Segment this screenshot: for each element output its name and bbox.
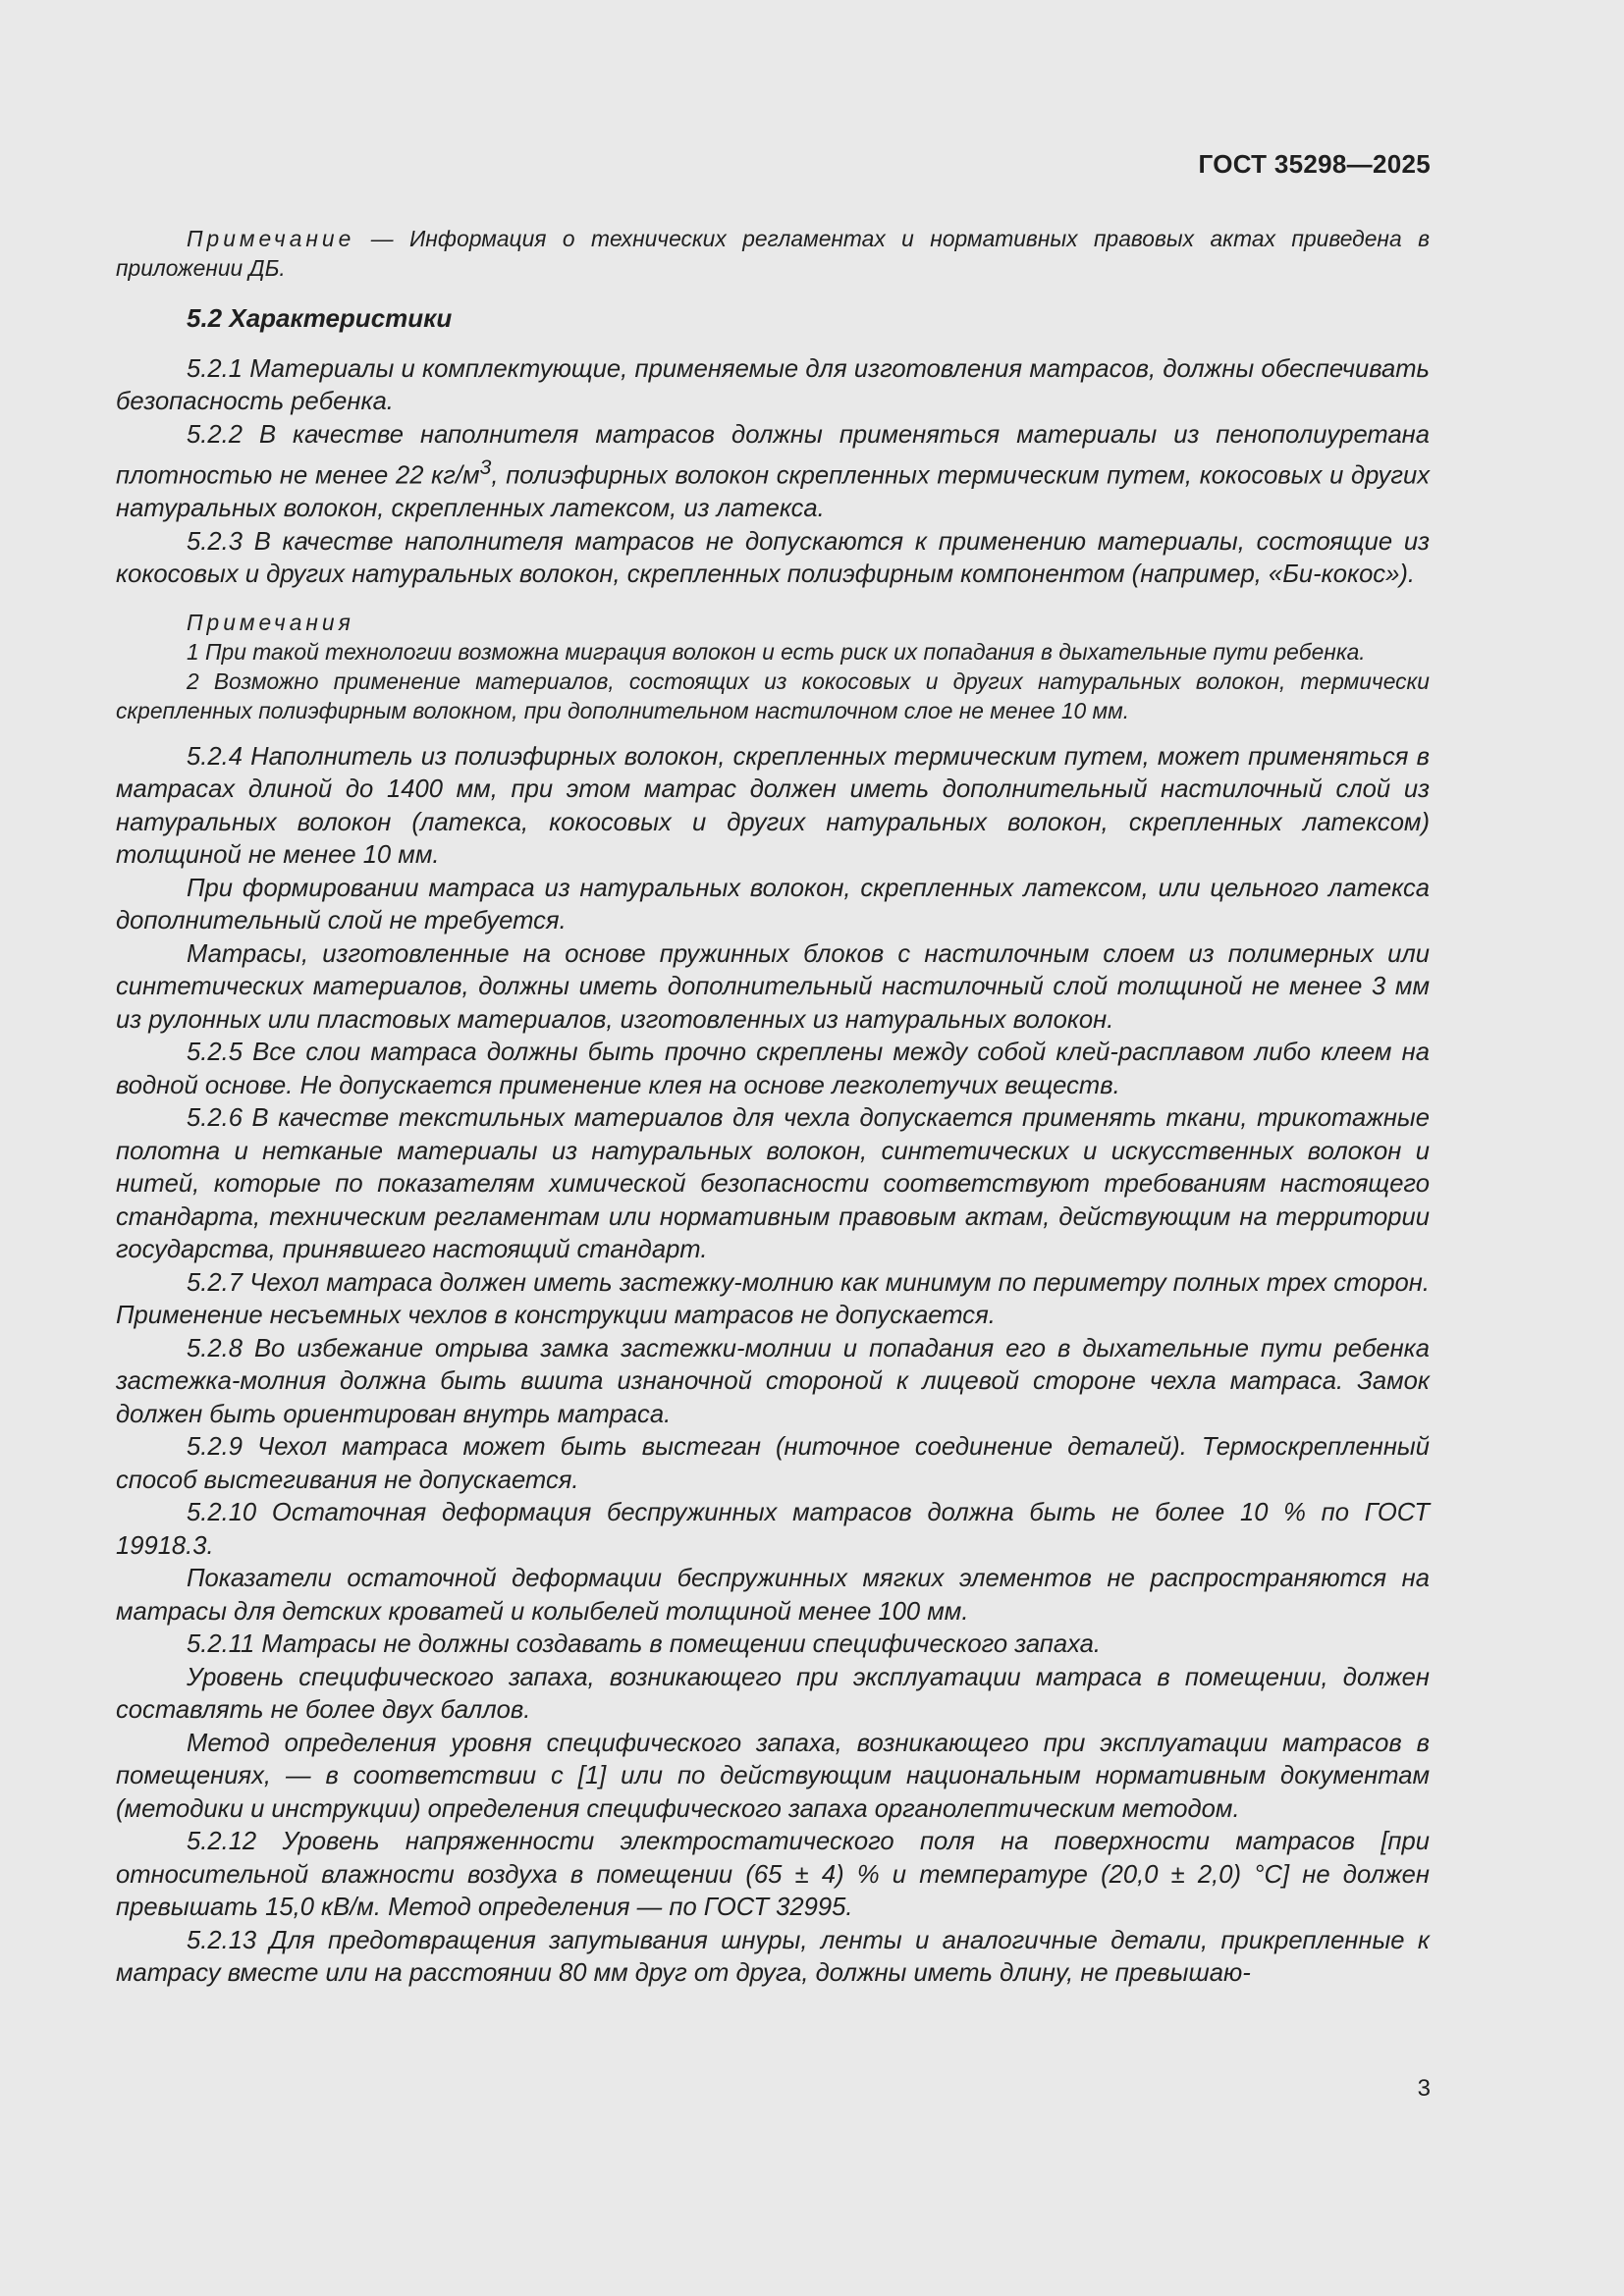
paragraph-5-2-11-b: Уровень специфического запаха, возникающего при эксплуатации матраса в помещении, должен составлять не более двух баллов. bbox=[116, 1663, 1430, 1725]
paragraph-5-2-10: 5.2.10 Остаточная деформация беспружинных матрасов должна быть не более 10 % по ГОСТ 19918.3. bbox=[116, 1499, 1430, 1560]
paragraph-5-2-6: 5.2.6 В качестве текстильных материалов для чехла допускается применять ткани, трикотажные полотна и нетканые материалы из натуральных волокон, синтетических и искусственных волокон и нитей, которые по показателям химической безопасности соответствуют требованиям настоящего стандарта, техническим регламентам или нормативным правовым актам, действующим на территории государства, принявшего настоящий стандарт. bbox=[116, 1104, 1430, 1264]
paragraph-5-2-1: 5.2.1 Материалы и комплектующие, применяемые для изготовления матрасов, должны обеспечивать безопасность ребенка. bbox=[116, 354, 1430, 415]
note-text: — Информация о технических регламентах и нормативных правовых актах приведена в приложении ДБ. bbox=[116, 226, 1430, 281]
paragraph-5-2-11: 5.2.11 Матрасы не должны создавать в помещении специфического запаха. bbox=[187, 1630, 1101, 1659]
paragraph-5-2-5: 5.2.5 Все слои матраса должны быть прочно скреплены между собой клей-расплавом либо клеем на водной основе. Не допускается применение клея на основе легколетучих веществ. bbox=[116, 1039, 1430, 1099]
document-header-code: ГОСТ 35298—2025 bbox=[1198, 149, 1431, 179]
paragraph-5-2-4-b: При формировании матраса из натуральных волокон, скрепленных латексом, или цельного латекса дополнительный слой не требуется. bbox=[116, 874, 1430, 935]
paragraph-5-2-11-c: Метод определения уровня специфического запаха, возникающего при эксплуатации матрасов в помещениях, — в соответствии с [1] или по действующим национальным нормативным документам (методики и инструкции) определения специфического запаха органолептическим методом. bbox=[116, 1729, 1430, 1823]
paragraph-5-2-2-text: 5.2.2 В качестве наполнителя матрасов должны применяться материалы из пенополиуретана плотностью не менее 22 кг/м bbox=[116, 420, 1430, 490]
paragraph-5-2-8: 5.2.8 Во избежание отрыва замка застежки-молнии и попадания его в дыхательные пути ребенка застежка-молния должна быть вшита изнаночной стороной к лицевой стороне чехла матраса. Замок должен быть ориентирован внутрь матраса. bbox=[116, 1334, 1430, 1428]
section-heading: 5.2 Характеристики bbox=[187, 303, 453, 333]
note-information bbox=[116, 224, 1430, 283]
paragraph-5-2-4-c: Матрасы, изготовленные на основе пружинных блоков с настилочным слоем из полимерных или синтетических материалов, должны иметь дополнительный настилочный слой толщиной не менее 3 мм из рулонных или пластовых материалов, изготовленных из натуральных волокон. bbox=[116, 939, 1430, 1034]
paragraph-5-2-2-text-end: , полиэфирных волокон скрепленных термическим путем, кокосовых и других натуральных волокон, скрепленных латексом, из латекса. bbox=[116, 461, 1430, 523]
page-number: 3 bbox=[1417, 2075, 1431, 2102]
note-label: Примечание bbox=[187, 226, 355, 251]
document-body bbox=[116, 224, 1430, 1991]
paragraph-5-2-3: 5.2.3 В качестве наполнителя матрасов не допускаются к применению материалы, состоящие из кокосовых и других натуральных волокон, скрепленных полиэфирным компонентом (например, «Би-кокос»). bbox=[116, 527, 1430, 589]
paragraph-5-2-12: 5.2.12 Уровень напряженности электростатического поля на поверхности матрасов [при относительной влажности воздуха в помещении (65 ± 4) % и температуре (20,0 ± 2,0) °С] не должен превышать 15,0 кВ/м. Метод определения — по ГОСТ 32995. bbox=[116, 1828, 1430, 1922]
superscript-cubic: 3 bbox=[479, 455, 492, 479]
notes-item-2: 2 Возможно применение материалов, состоящих из кокосовых и других натуральных волокон, термически скрепленных полиэфирным волокном, при дополнительном настилочном слое не менее 10 мм. bbox=[116, 667, 1430, 723]
paragraph-5-2-7: 5.2.7 Чехол матраса должен иметь застежку-молнию как минимум по периметру полных трех сторон. Применение несъемных чехлов в конструкции матрасов не допускается. bbox=[116, 1268, 1430, 1330]
paragraph-5-2-4: 5.2.4 Наполнитель из полиэфирных волокон, скрепленных термическим путем, может применяться в матрасах длиной до 1400 мм, при этом матрас должен иметь дополнительный настилочный слой из натуральных волокон (латекса, кокосовых и других натуральных волокон, скрепленных латексом) толщиной не менее 10 мм. bbox=[116, 742, 1430, 870]
notes-item-1: 1 При такой технологии возможна миграция волокон и есть риск их попадания в дыхательные пути ребенка. bbox=[187, 638, 1366, 665]
paragraph-5-2-10-b: Показатели остаточной деформации беспружинных мягких элементов не распространяются на матрасы для детских кроватей и колыбелей толщиной менее 100 мм. bbox=[116, 1565, 1430, 1626]
paragraph-5-2-9: 5.2.9 Чехол матраса может быть выстеган (ниточное соединение деталей). Термоскрепленный способ выстегивания не допускается. bbox=[116, 1433, 1430, 1494]
paragraph-5-2-13: 5.2.13 Для предотвращения запутывания шнуры, ленты и аналогичные детали, прикрепленные к матрасу вместе или на расстоянии 80 мм друг от друга, должны иметь длину, не превышаю- bbox=[116, 1926, 1430, 1988]
notes-label: Примечания bbox=[187, 609, 354, 635]
paragraph-5-2-2 bbox=[116, 419, 1430, 526]
